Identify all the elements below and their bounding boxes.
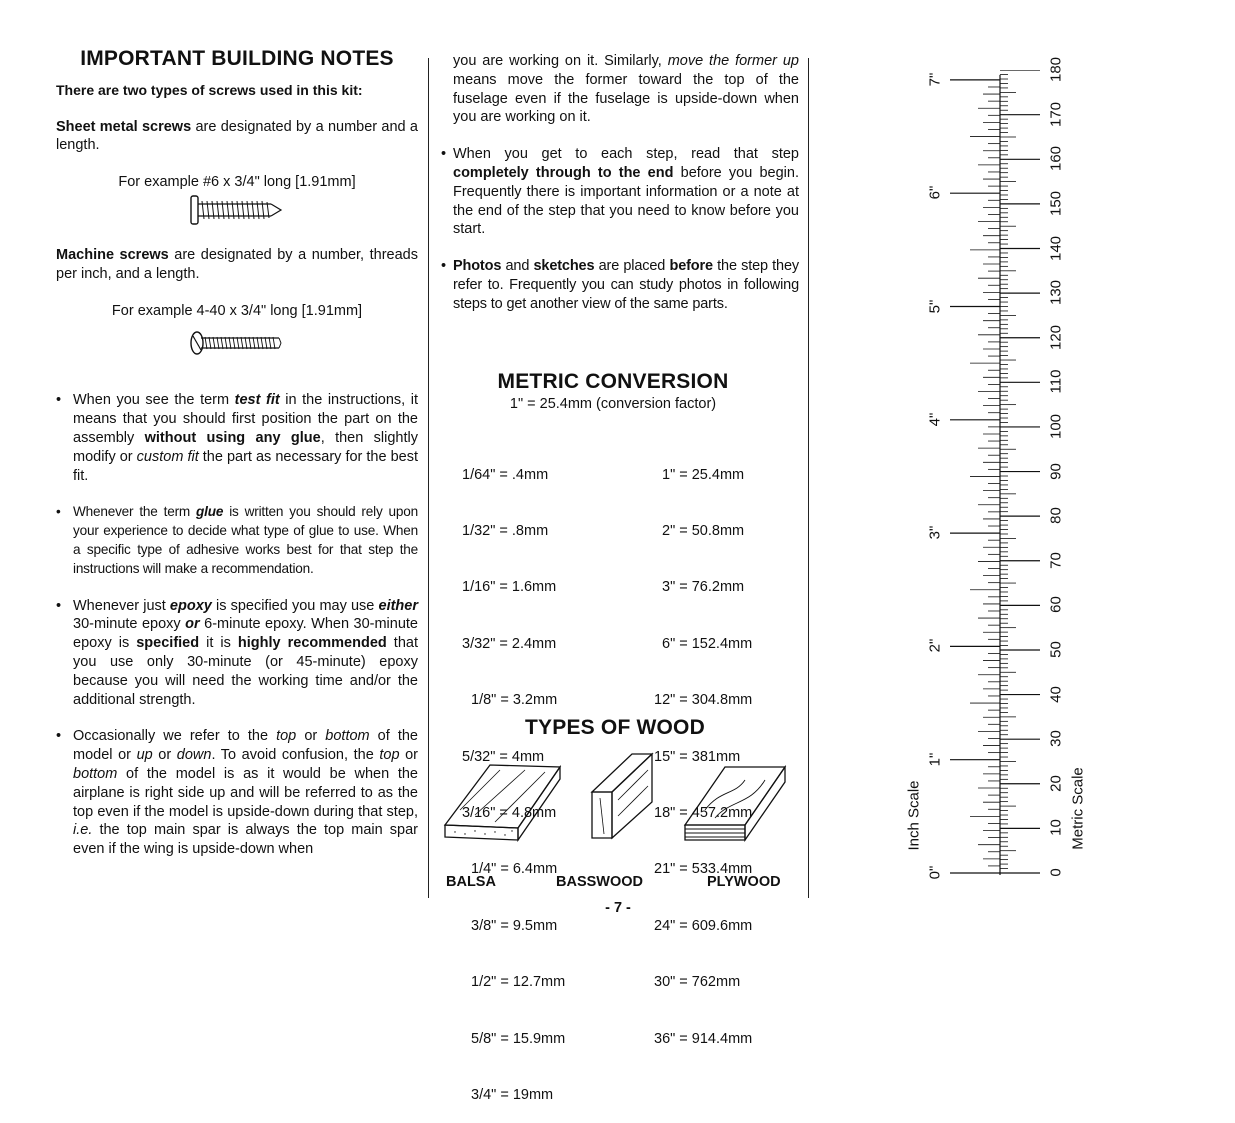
conversion-row: 36" = 914.4mm <box>654 1030 753 1047</box>
conversion-row: 5/8" = 15.9mm <box>471 1030 566 1047</box>
inch-label: 6" <box>926 185 944 200</box>
sheet-metal-desc: are designated by a number and a length. <box>56 118 418 154</box>
metric-label: 120 <box>1047 324 1065 350</box>
glue-term: glue <box>196 504 224 520</box>
conversion-row: 6" = 152.4mm <box>662 635 753 652</box>
machine-screw-desc: are designated by a number, threads per inch, and a length. <box>56 246 418 282</box>
conversion-row: 1" = 25.4mm <box>662 466 745 483</box>
conversion-row: 18" = 457.2mm <box>654 804 753 821</box>
building-notes-title: IMPORTANT BUILDING NOTES <box>80 47 394 70</box>
metric-label: 170 <box>1047 101 1065 127</box>
machine-screw-term: Machine screws <box>56 246 169 263</box>
bullet-epoxy: • Whenever just epoxy is specified you may use either 30-minute epoxy or 6-minute epoxy. When 30-minute epoxy is specified it is highly recommended that you use only 30-minute (or 45-minute) epoxy because you will need the working time and/or the additional strength. <box>56 597 418 708</box>
metric-label: 110 <box>1047 369 1065 394</box>
conversion-factor: 1" = 25.4mm (conversion factor) <box>509 396 717 412</box>
bullet-glue: • Whenever the term glue is written you should rely upon your experience to decide what type of glue to use. When a specific type of adhesive works best for that step the instructions will make a recommendation. <box>56 504 418 576</box>
conversion-row: 1/4" = 6.4mm <box>471 861 558 878</box>
inch-label: 4" <box>926 412 944 427</box>
metric-label: 40 <box>1047 685 1065 703</box>
sheet-metal-term: Sheet metal screws <box>56 118 192 135</box>
machine-screw-icon <box>187 328 287 358</box>
metric-label: 100 <box>1047 413 1065 439</box>
conversion-row: 15" = 381mm <box>654 748 741 765</box>
sheet-metal-paragraph <box>56 118 418 156</box>
bullet-read-step: • When you get to each step, read that step completely through to the end before you begin. Frequently there is important information or a note at the end of the step that you need to know before you start. <box>441 146 799 238</box>
inch-label: 1" <box>926 752 944 767</box>
inch-label: 7" <box>926 72 944 87</box>
sheet-metal-example: For example #6 x 3/4" long [1.91mm] <box>118 174 356 191</box>
conversion-row: 24" = 609.6mm <box>654 917 753 934</box>
plywood-icon <box>685 767 785 840</box>
metric-label: 60 <box>1047 596 1065 614</box>
conversion-row: 5/32" = 4mm <box>462 748 545 765</box>
conversion-row: 3/8" = 9.5mm <box>471 917 558 934</box>
metric-label: 130 <box>1047 280 1065 306</box>
conversion-row: 3/4" = 19mm <box>471 1086 554 1103</box>
inch-label: 3" <box>926 525 944 540</box>
inch-scale-label: Inch Scale <box>905 780 923 851</box>
types-of-wood-title: TYPES OF WOOD <box>525 716 705 739</box>
conversion-row: 1/2" = 12.7mm <box>471 974 566 991</box>
conversion-row: 3/32" = 2.4mm <box>462 635 557 652</box>
conversion-row: 21" = 533.4mm <box>654 861 753 878</box>
conversion-row: 2" = 50.8mm <box>662 522 745 539</box>
conversion-row: 3/16" = 4.8mm <box>462 804 557 821</box>
metric-label: 50 <box>1047 641 1065 658</box>
metric-conversion-title: METRIC CONVERSION <box>497 370 729 393</box>
conversion-row: 1/64" = .4mm <box>462 466 549 483</box>
inch-label: 0" <box>926 865 944 880</box>
bullet-orientation: • Occasionally we refer to the top or bottom of the model or up or down. To avoid confusion, the top or bottom of the model is as it would be when the airplane is right side up and will be referred to as the top even if the model is upside-down during that step, i.e. the top main spar is always the top main spar even if the wing is upside-down when <box>56 728 419 858</box>
conversion-row: 3" = 76.2mm <box>662 579 745 596</box>
conversion-row: 1/32" = .8mm <box>462 522 549 539</box>
test-fit-term: test fit <box>234 392 280 409</box>
metric-label: 10 <box>1047 819 1065 837</box>
inch-label: 5" <box>926 299 944 313</box>
conversion-list-right <box>654 428 752 1067</box>
wood-illustrations <box>440 750 790 850</box>
metric-label: 140 <box>1047 235 1065 261</box>
ruler <box>940 70 1050 880</box>
metric-label: 160 <box>1047 146 1065 172</box>
balsa-label: BALSA <box>446 874 496 890</box>
machine-screw-example: For example 4-40 x 3/4" long [1.91mm] <box>111 302 363 319</box>
screws-intro: There are two types of screws used in this kit: <box>56 81 363 98</box>
metric-label: 180 <box>1047 57 1065 83</box>
conversion-row: 1/8" = 3.2mm <box>471 692 558 709</box>
metric-label: 70 <box>1047 551 1065 569</box>
left-column <box>56 47 419 859</box>
metric-label: 30 <box>1047 730 1065 748</box>
bullet-test-fit: • When you see the term test fit in the instructions, it means that you should first position the part on the assembly without using any glue, then slightly modify or custom fit the part as necessary for the best fit. <box>56 392 419 484</box>
column-divider-left <box>428 58 429 898</box>
metric-label: 20 <box>1047 774 1065 792</box>
basswood-label: BASSWOOD <box>556 874 643 890</box>
machine-screw-paragraph <box>56 246 418 284</box>
right-column <box>441 52 799 314</box>
column-divider-right <box>808 58 809 898</box>
balsa-icon <box>445 765 560 840</box>
continuation-paragraph: you are working on it. Similarly, move the former up means move the former toward the top of the fuselage even if the fuselage is upside-down when you are working on it. <box>453 53 799 126</box>
conversion-row: 30" = 762mm <box>654 974 741 991</box>
metric-scale-label: Metric Scale <box>1069 767 1087 850</box>
conversion-row: 1/16" = 1.6mm <box>462 579 557 596</box>
metric-label: 150 <box>1047 190 1065 216</box>
epoxy-term: epoxy <box>169 597 212 614</box>
inch-label: 2" <box>926 639 944 653</box>
metric-label: 80 <box>1047 507 1065 524</box>
plywood-label: PLYWOOD <box>707 874 781 890</box>
metric-label: 90 <box>1047 462 1065 480</box>
conversion-row: 12" = 304.8mm <box>654 692 753 709</box>
metric-label: 0 <box>1047 868 1065 877</box>
basswood-icon <box>592 754 652 838</box>
sheet-metal-screw-icon <box>187 192 287 228</box>
bullet-photos: • Photos and sketches are placed before the step they refer to. Frequently you can study photos in following steps to get another view of the same parts. <box>441 258 799 312</box>
page-number: - 7 - <box>605 900 631 916</box>
